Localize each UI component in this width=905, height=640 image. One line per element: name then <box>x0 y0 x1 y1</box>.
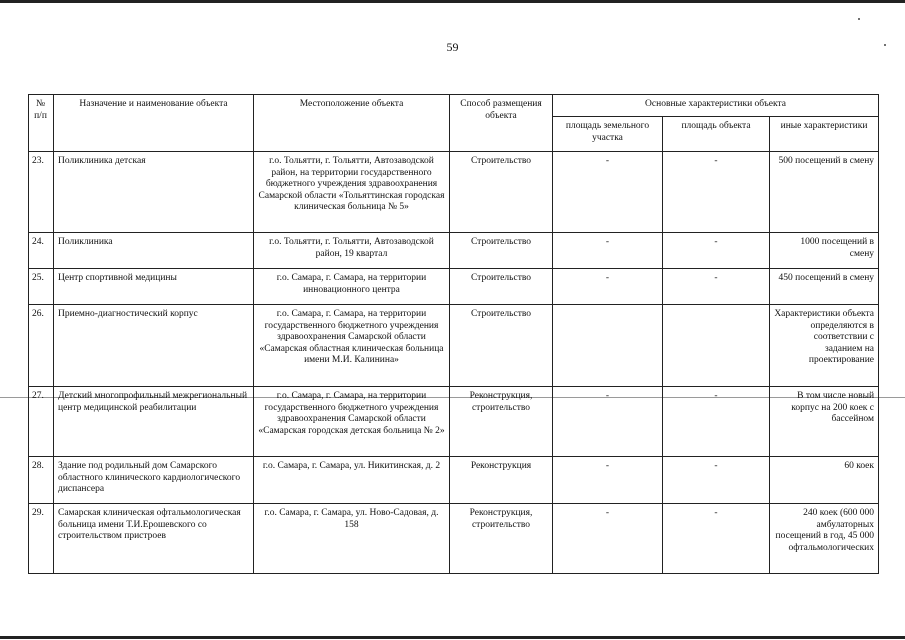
row-land-area: - <box>553 504 663 574</box>
header-location: Местоположение объекта <box>254 95 450 152</box>
row-method: Реконструкция, строительство <box>450 504 553 574</box>
row-method: Реконструкция <box>450 457 553 504</box>
scan-speck <box>858 18 860 20</box>
row-location: г.о. Самара, г. Самара, ул. Никитинская, д. 2 <box>254 457 450 504</box>
row-object-area: - <box>663 457 770 504</box>
header-other: иные характеристики <box>770 117 879 152</box>
row-other: В том числе новый корпус на 200 коек с бассейном <box>770 387 879 457</box>
row-num: 25. <box>29 269 54 305</box>
row-location: г.о. Самара, г. Самара, на территории инновационного центра <box>254 269 450 305</box>
row-object-area: - <box>663 269 770 305</box>
row-land-area: - <box>553 152 663 233</box>
row-other: 240 коек (600 000 амбулаторных посещений в год, 45 000 офтальмологических <box>770 504 879 574</box>
row-other: Характеристики объекта определяются в соответствии с заданием на проектирование <box>770 305 879 387</box>
row-object-area: - <box>663 152 770 233</box>
row-other: 450 посещений в смену <box>770 269 879 305</box>
objects-table <box>28 94 879 574</box>
row-method: Реконструкция, строительство <box>450 387 553 457</box>
table-row <box>29 152 879 233</box>
row-land-area: - <box>553 457 663 504</box>
row-land-area: - <box>553 233 663 269</box>
row-location: г.о. Самара, г. Самара, на территории государственного бюджетного учреждения здравоохранения Самарской области «Самарская городская детская больница № 2» <box>254 387 450 457</box>
row-num: 23. <box>29 152 54 233</box>
row-object-area <box>663 305 770 387</box>
row-object-area: - <box>663 504 770 574</box>
row-location: г.о. Тольятти, г. Тольятти, Автозаводской район, 19 квартал <box>254 233 450 269</box>
row-location: г.о. Самара, г. Самара, ул. Ново-Садовая, д. 158 <box>254 504 450 574</box>
row-name: Поликлиника детская <box>54 152 254 233</box>
row-name: Приемно-диагностический корпус <box>54 305 254 387</box>
table-row <box>29 504 879 574</box>
header-method: Способ размещения объекта <box>450 95 553 152</box>
row-other: 1000 посещений в смену <box>770 233 879 269</box>
row-name: Детский многопрофильный межрегиональный центр медицинской реабилитации <box>54 387 254 457</box>
row-land-area: - <box>553 387 663 457</box>
table-row <box>29 233 879 269</box>
row-other: 500 посещений в смену <box>770 152 879 233</box>
row-num: 24. <box>29 233 54 269</box>
row-method: Строительство <box>450 233 553 269</box>
row-object-area: - <box>663 387 770 457</box>
row-num: 29. <box>29 504 54 574</box>
row-name: Здание под родильный дом Самарского областного клинического кардиологического диспансера <box>54 457 254 504</box>
table-row <box>29 457 879 504</box>
top-border-rule <box>0 0 905 3</box>
row-location: г.о. Самара, г. Самара, на территории государственного бюджетного учреждения здравоохранения Самарской области «Самарская областная клиническая больница имени М.И. Калинина» <box>254 305 450 387</box>
row-method: Строительство <box>450 152 553 233</box>
table-row <box>29 387 879 457</box>
row-num: 27. <box>29 387 54 457</box>
row-location: г.о. Тольятти, г. Тольятти, Автозаводской район, на территории государственного бюджетного учреждения здравоохранения Самарской области «Тольяттинская городская клиническая больница № 5» <box>254 152 450 233</box>
row-land-area: - <box>553 269 663 305</box>
table-row <box>29 305 879 387</box>
header-land-area: площадь земельного участка <box>553 117 663 152</box>
row-other: 60 коек <box>770 457 879 504</box>
row-method: Строительство <box>450 269 553 305</box>
header-characteristics: Основные характеристики объекта <box>553 95 879 117</box>
row-name: Самарская клиническая офтальмологическая больница имени Т.И.Ерошевского со строительством пристроев <box>54 504 254 574</box>
header-name: Назначение и наименование объекта <box>54 95 254 152</box>
row-object-area: - <box>663 233 770 269</box>
row-land-area <box>553 305 663 387</box>
table-row <box>29 269 879 305</box>
page-number: 59 <box>446 40 459 54</box>
row-name: Поликлиника <box>54 233 254 269</box>
bottom-border-rule <box>0 636 905 639</box>
header-object-area: площадь объекта <box>663 117 770 152</box>
header-num: № п/п <box>29 95 54 152</box>
row-name: Центр спортивной медицины <box>54 269 254 305</box>
row-method: Строительство <box>450 305 553 387</box>
row-num: 28. <box>29 457 54 504</box>
row-num: 26. <box>29 305 54 387</box>
